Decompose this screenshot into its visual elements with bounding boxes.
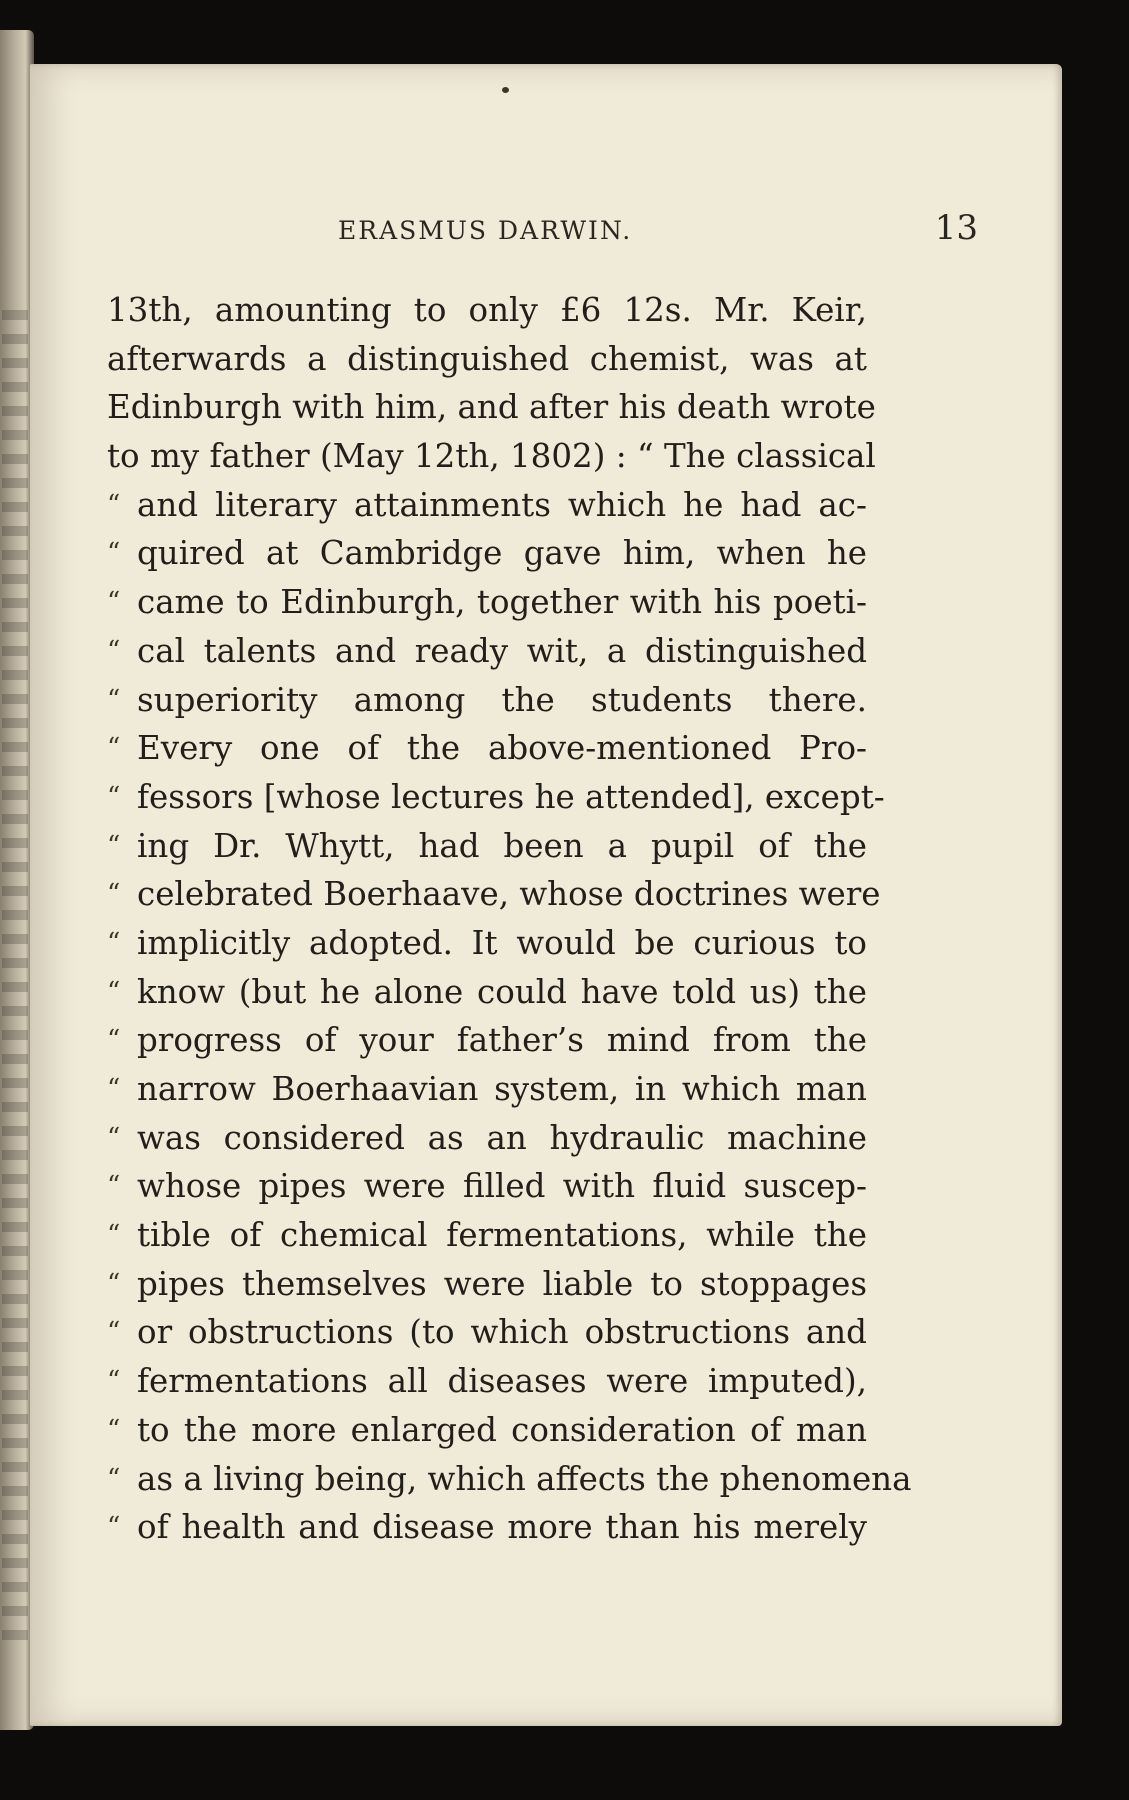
text-line (107, 676, 867, 725)
quote-mark: “ (107, 1463, 121, 1494)
line-text: or obstructions (to which obstructions and (137, 1313, 867, 1352)
line-text: fessors [whose lectures he attended], except- (137, 777, 885, 816)
line-text: to my father (May 12th, 1802) : “ The classical (107, 437, 876, 476)
quote-mark: “ (107, 1171, 121, 1202)
quote-mark: “ (107, 781, 121, 812)
quote-mark: “ (107, 635, 121, 666)
line-text: came to Edinburgh, together with his poeti- (137, 583, 867, 622)
quote-mark: “ (107, 830, 121, 861)
line-text: quired at Cambridge gave him, when he (137, 534, 867, 573)
text-line (107, 968, 867, 1017)
line-text: know (but he alone could have told us) the (137, 972, 867, 1011)
quote-mark: “ (107, 1122, 121, 1153)
line-text: to the more enlarged consideration of man (137, 1410, 867, 1449)
quote-mark: “ (107, 927, 121, 958)
quote-mark: “ (107, 684, 121, 715)
line-text: and literary attainments which he had ac- (137, 485, 867, 524)
line-text: Every one of the above-mentioned Pro- (137, 729, 867, 768)
text-line (107, 578, 867, 627)
text-line (107, 1357, 867, 1406)
text-line (107, 724, 867, 773)
text-line (107, 919, 867, 968)
running-head: ERASMUS DARWIN. (338, 216, 633, 245)
line-text: progress of your father’s mind from the (137, 1021, 867, 1060)
quote-mark: “ (107, 1220, 121, 1251)
quote-mark: “ (107, 733, 121, 764)
body-text (107, 286, 912, 1552)
ink-speck (502, 87, 509, 93)
text-line (107, 870, 881, 919)
text-line (107, 822, 867, 871)
facing-page-edge (0, 30, 34, 1730)
quote-mark: “ (107, 1366, 121, 1397)
quote-mark: “ (107, 1268, 121, 1299)
text-line (107, 1065, 867, 1114)
line-text: Edinburgh with him, and after his death wrote (107, 388, 876, 427)
facing-page-text-fragments (2, 310, 28, 1650)
line-text: afterwards a distinguished chemist, was at (107, 339, 867, 378)
line-text: celebrated Boerhaave, whose doctrines were (137, 875, 881, 914)
text-line (107, 286, 867, 335)
line-text: tible of chemical fermentations, while the (137, 1216, 867, 1255)
line-text: whose pipes were filled with fluid suscep- (137, 1167, 867, 1206)
text-line (107, 335, 867, 384)
text-line (107, 481, 867, 530)
text-line (107, 773, 885, 822)
quote-mark: “ (107, 587, 121, 618)
quote-mark: “ (107, 1025, 121, 1056)
line-text: fermentations all diseases were imputed), (137, 1362, 867, 1401)
text-line (107, 432, 876, 481)
line-text: ing Dr. Whytt, had been a pupil of the (137, 826, 867, 865)
quote-mark: “ (107, 1512, 121, 1543)
line-text: implicitly adopted. It would be curious to (137, 923, 867, 962)
text-line (107, 529, 867, 578)
quote-mark: “ (107, 879, 121, 910)
text-line (107, 1503, 867, 1552)
line-text: 13th, amounting to only £6 12s. Mr. Keir, (107, 291, 867, 329)
quote-mark: “ (107, 976, 121, 1007)
quote-mark: “ (107, 489, 121, 520)
text-line (107, 1308, 867, 1357)
text-line (107, 1455, 912, 1504)
text-line (107, 383, 876, 432)
text-line (107, 1114, 867, 1163)
quote-mark: “ (107, 538, 121, 569)
line-text: pipes themselves were liable to stoppages (137, 1264, 867, 1303)
text-line (107, 1016, 867, 1065)
line-text: was considered as an hydraulic machine (137, 1118, 867, 1157)
line-text: superiority among the students there. (137, 680, 867, 719)
text-line (107, 1260, 867, 1309)
quote-mark: “ (107, 1074, 121, 1104)
text-line (107, 627, 867, 676)
line-text: cal talents and ready wit, a distinguished (137, 631, 867, 670)
text-line (107, 1406, 867, 1455)
text-line (107, 1211, 867, 1260)
quote-mark: “ (107, 1317, 121, 1348)
text-line (107, 1162, 867, 1211)
page-number: 13 (934, 208, 978, 248)
line-text: of health and disease more than his merely (137, 1508, 867, 1547)
book-page (30, 64, 1062, 1726)
line-text: narrow Boerhaavian system, in which man (137, 1070, 867, 1108)
quote-mark: “ (107, 1414, 121, 1445)
line-text: as a living being, which affects the phenomena (137, 1459, 912, 1498)
